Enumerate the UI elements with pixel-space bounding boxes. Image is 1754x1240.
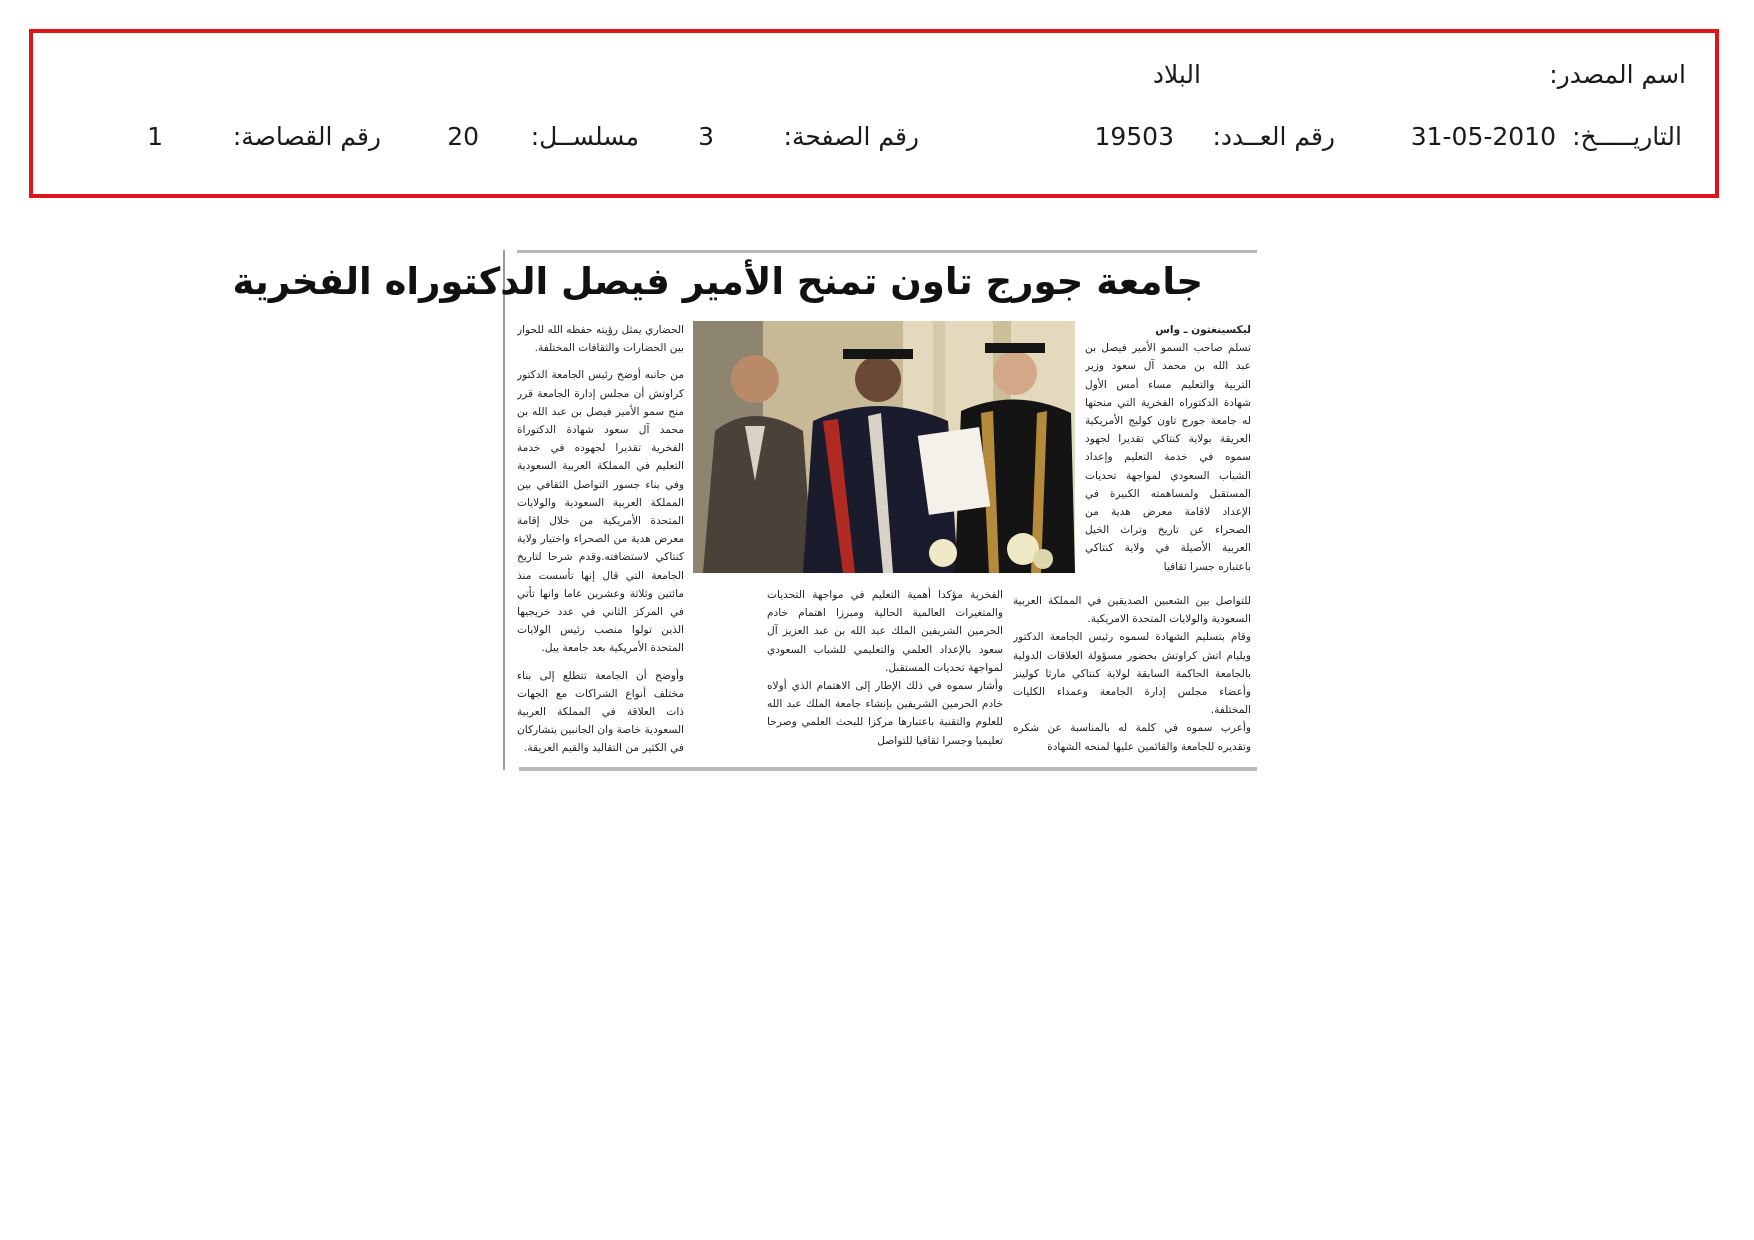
issue-label: رقم العــدد: bbox=[1212, 122, 1335, 151]
date-value: 31-05-2010 bbox=[1410, 122, 1556, 151]
clipping-left-rule bbox=[503, 250, 505, 770]
article-paragraph: الفخرية مؤكدا أهمية التعليم في مواجهة التحديات والمتغيرات العالمية الحالية ومبرزا اهتمام خادم الحرمين الشريفين الملك عبد الله بن عبد العزيز آل سعود بالإعداد العلمي والتعليمي للشباب السعودي لمواجهة تحديات المستقبل. bbox=[767, 589, 1003, 674]
page-label: رقم الصفحة: bbox=[783, 122, 919, 151]
article-paragraph: وقام بتسليم الشهادة لسموه رئيس الجامعة الدكتور ويليام اتش كراوتش بحضور مسؤولة العلاقات الدولية بالجامعة الحاكمة السابقة لولاية كنتاكي مارثا كولينز وأعضاء مجلس إدارة الجامعة وعمداء الكليات المختلفة. bbox=[1013, 631, 1251, 717]
clip-label: رقم القصاصة: bbox=[232, 122, 381, 151]
clipping-top-rule bbox=[517, 250, 1257, 253]
article-headline: جامعة جورج تاون تمنح الأمير فيصل الدكتوراه الفخرية bbox=[232, 260, 1203, 303]
article-column-middle bbox=[767, 586, 1003, 762]
article-dateline: ليكسينغتون ـ واس bbox=[1155, 324, 1251, 336]
clipping-bottom-rule bbox=[519, 767, 1257, 771]
article-paragraph: للتواصل بين الشعبين الصديقين في المملكة العربية السعودية والولايات المتحدة الامريكية. bbox=[1013, 595, 1251, 626]
article-paragraph: وأعرب سموه في كلمة له بالمناسبة عن شكره وتقديره للجامعة والقائمين عليها لمنحه الشهادة bbox=[1013, 722, 1251, 753]
article-paragraph: الحضاري يمثل رؤيته حفظه الله للحوار بين الحضارات والثقافات المختلفة. bbox=[517, 324, 684, 355]
article-paragraph: وأشار سموه في ذلك الإطار إلى الاهتمام الذي أولاه خادم الحرمين الشريفين بإنشاء جامعة الملك عبد الله للعلوم والتقنية باعتبارها مركزا للبحث العلمي وصرحا تعليميا وجسرا ثقافيا للتواصل bbox=[767, 680, 1003, 747]
serial-label: مسلســل: bbox=[530, 122, 639, 151]
ceremony-photo bbox=[693, 321, 1075, 573]
article-column-left bbox=[517, 321, 684, 765]
article-column-right-top bbox=[1085, 321, 1251, 593]
article-paragraph: من جانبه أوضح رئيس الجامعة الدكتور كراوتش أن مجلس إدارة الجامعة قرر منح سمو الأمير فيصل بن عبد الله بن محمد آل سعود شهادة الدكتوراة الفخرية تقديرا لجهوده في خدمة التعليم في المملكة العربية السعودية وفي بناء جسور التواصل الثقافي بين المملكة العربية السعودية والولايات المتحدة الأمريكية من خلال إقامة معرض هدية من الصحراء واختيار ولاية كنتاكي لاستضافته.وقدم شرحا لتاريخ الجامعة التي قال إنها تأسست منذ مائتين وثلاثة وعشرين عاما وانها تأتي في المركز الثاني في عدد خريجيها الذين تولوا منصب رئيس الولايات المتحدة الأمريكية بعد جامعة ييل. bbox=[517, 369, 684, 655]
clip-value: 1 bbox=[147, 122, 163, 151]
article-paragraph: تسلم صاحب السمو الأمير فيصل بن عبد الله بن محمد آل سعود وزير التربية والتعليم مساء أمس الأول شهادة الدكتوراه الفخرية التي منحتها له جامعة جورج تاون كوليج الأمريكية العريقة بولاية كنتاكي تقديرا لجهود سموه في خدمة التعليم وإعداد الشباب السعودي لمواجهة تحديات المستقبل ولمساهمته الكبيرة في الإعداد لاقامة معرض هدية من الصحراء عن تاريخ وتراث الخيل العربية الأصيلة في ولاية كنتاكي باعتباره جسرا ثقافيا bbox=[1085, 342, 1251, 573]
ceremony-photo-illustration bbox=[693, 321, 1075, 573]
metadata-box bbox=[29, 29, 1719, 198]
issue-value: 19503 bbox=[1094, 122, 1174, 151]
article-paragraph: وأوضح أن الجامعة تتطلع إلى بناء مختلف أنواع الشراكات مع الجهات ذات العلاقة في المملكة العربية السعودية خاصة وان الجانبين يتشاركان في الكثير من التقاليد والقيم العريقة. bbox=[517, 669, 684, 755]
date-label: التاريـــــخ: bbox=[1572, 122, 1682, 151]
page-value: 3 bbox=[698, 122, 714, 151]
newspaper-clipping bbox=[232, 248, 1260, 774]
source-value: البلاد bbox=[1152, 60, 1201, 89]
article-column-right-bottom bbox=[1013, 592, 1251, 762]
source-label: اسم المصدر: bbox=[1549, 60, 1686, 89]
serial-value: 20 bbox=[447, 122, 479, 151]
